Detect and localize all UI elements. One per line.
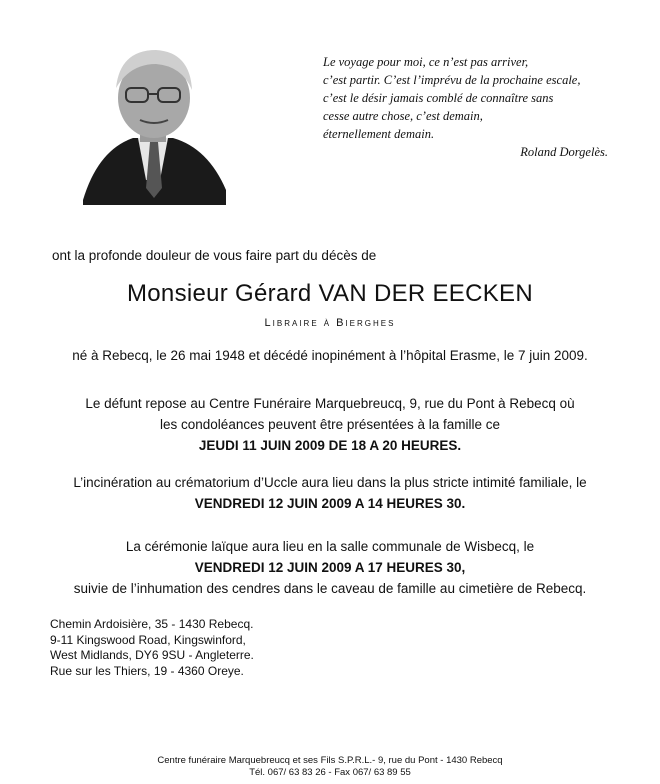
quote-line: c’est partir. C’est l’imprévu de la prochaine escale,: [323, 73, 581, 87]
repose-date: JEUDI 11 JUIN 2009 DE 18 A 20 HEURES.: [198, 438, 462, 453]
repose-paragraph: [0, 393, 660, 456]
ceremony-paragraph: [0, 536, 660, 599]
incineration-paragraph: [0, 472, 660, 514]
ceremony-line: La cérémonie laïque aura lieu en la salle communale de Wisbecq, le: [125, 539, 535, 554]
quote-line: Le voyage pour moi, ce n’est pas arriver,: [323, 55, 529, 69]
footer-line: Tél. 067/ 63 83 26 - Fax 067/ 63 89 55: [249, 767, 411, 778]
ceremony-line: suivie de l’inhumation des cendres dans le caveau de famille au cimetière de Rebecq.: [73, 581, 587, 596]
birth-death-line: né à Rebecq, le 26 mai 1948 et décédé inopinément à l’hôpital Erasme, le 7 juin 2009.: [72, 348, 588, 363]
repose-line: Le défunt repose au Centre Funéraire Marquebreucq, 9, rue du Pont à Rebecq où: [85, 396, 575, 411]
quote-line: c’est le désir jamais comblé de connaître sans: [323, 91, 554, 105]
address-line: 9-11 Kingswood Road, Kingswinford,: [50, 632, 246, 647]
intro-text: ont la profonde douleur de vous faire part du décès de: [52, 248, 377, 263]
quote: [323, 53, 623, 143]
quote-author: Roland Dorgelès.: [520, 145, 608, 159]
quote-line: cesse autre chose, c’est demain,: [323, 109, 483, 123]
quote-line: éternellement demain.: [323, 127, 435, 141]
footer: [0, 755, 660, 779]
deceased-name: Monsieur Gérard VAN DER EECKEN: [126, 280, 533, 307]
incineration-date: VENDREDI 12 JUIN 2009 A 14 HEURES 30.: [194, 496, 466, 511]
footer-line: Centre funéraire Marquebreucq et ses Fils S.P.R.L.- 9, rue du Pont - 1430 Rebecq: [157, 755, 503, 766]
incineration-line: L’incinération au crématorium d’Uccle aura lieu dans la plus stricte intimité familiale, le: [73, 475, 587, 490]
address-line: Rue sur les Thiers, 19 - 4360 Oreye.: [50, 663, 244, 678]
addresses: [50, 617, 254, 679]
ceremony-date: VENDREDI 12 JUIN 2009 A 17 HEURES 30,: [194, 560, 466, 575]
portrait-photo: [78, 30, 228, 210]
address-line: Chemin Ardoisière, 35 - 1430 Rebecq.: [50, 617, 254, 631]
deceased-profession: Libraire à Bierghes: [264, 317, 396, 329]
address-line: West Midlands, DY6 9SU - Angleterre.: [50, 648, 254, 662]
repose-line: les condoléances peuvent être présentées à la famille ce: [160, 417, 500, 432]
